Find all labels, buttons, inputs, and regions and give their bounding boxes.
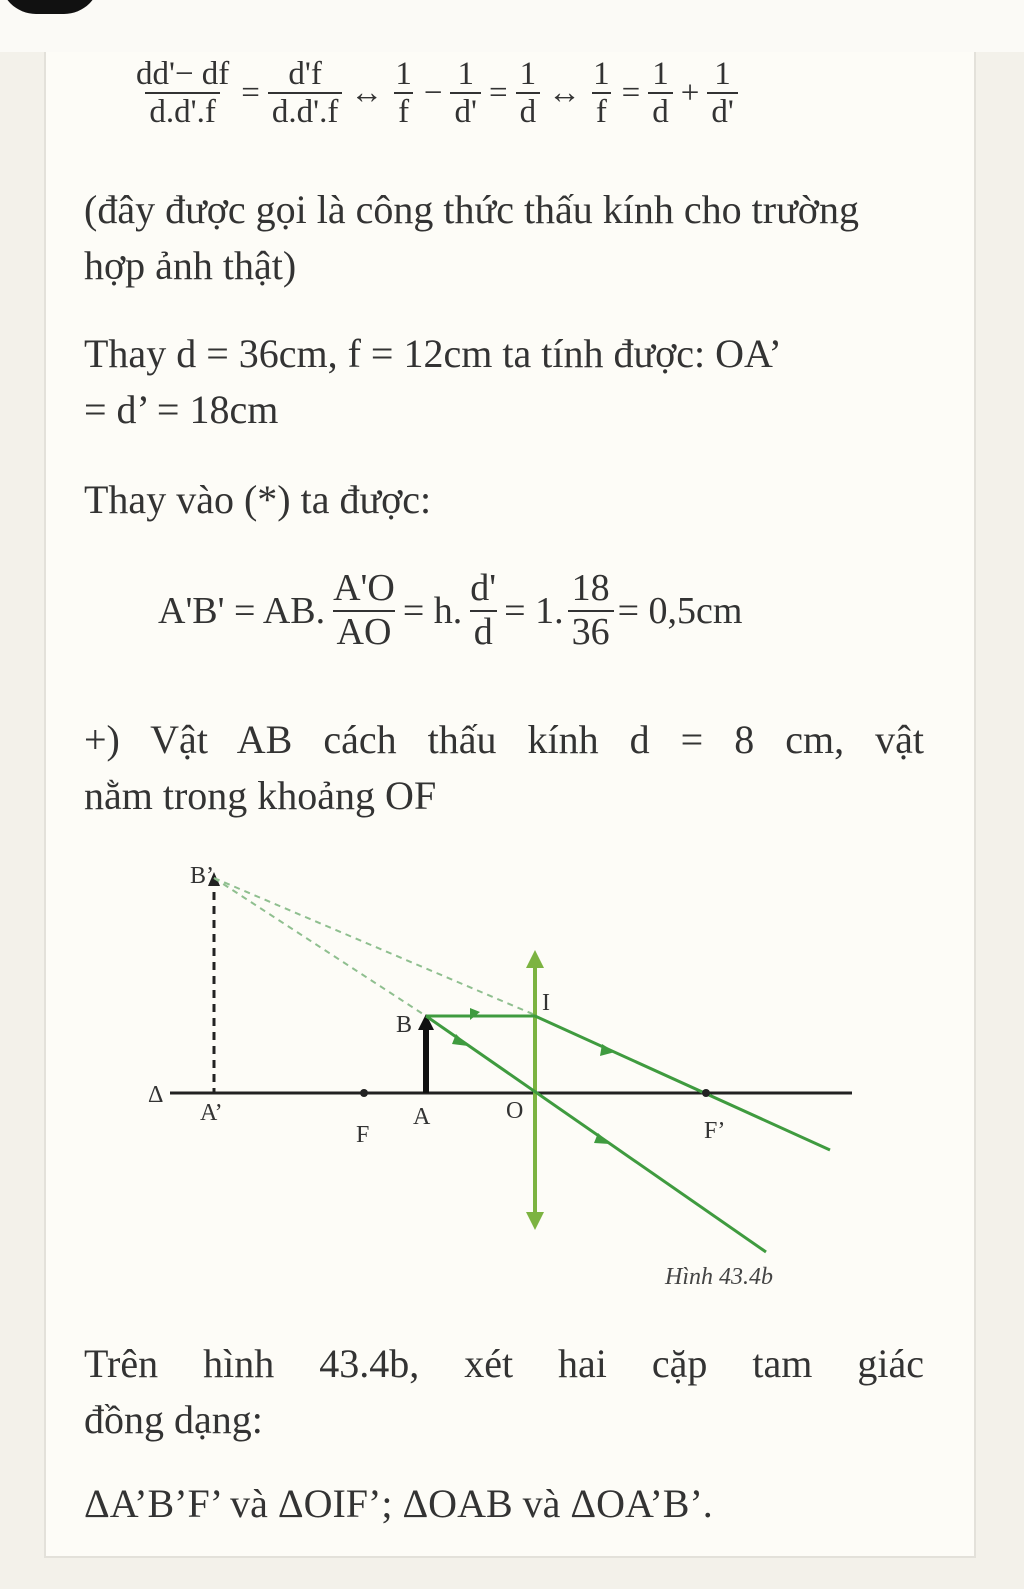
top-bar	[0, 0, 1024, 52]
lens-formula-note: (đây được gọi là công thức thấu kính cho trường hợp ảnh thật)	[84, 187, 859, 288]
substitution-line-2: = d’ = 18cm	[84, 387, 279, 432]
equivalence-arrow: ↔	[548, 74, 582, 111]
equation-term: = 1.	[504, 589, 564, 632]
label-f: F	[356, 1122, 370, 1148]
denominator: d'	[707, 92, 737, 130]
fraction	[516, 56, 541, 131]
label-i: I	[542, 990, 550, 1016]
focal-point-f	[360, 1089, 368, 1097]
numerator: d'	[470, 567, 497, 609]
denominator: d'	[450, 92, 480, 130]
denominator: d.d'.f	[145, 92, 219, 130]
fraction	[391, 56, 416, 131]
substitution-line-1: Thay d = 36cm, f = 12cm ta tính được: OA’	[84, 331, 782, 376]
ray-diagram-figure	[130, 850, 870, 1260]
label-o: O	[506, 1098, 524, 1124]
equation-lhs: A'B' = AB.	[158, 589, 326, 632]
label-a: A	[413, 1104, 431, 1130]
numerator: 1	[652, 56, 669, 92]
numerator: 1	[457, 56, 474, 92]
camera-notch	[0, 0, 100, 14]
lens-top-arrow	[526, 950, 544, 968]
denominator: 36	[568, 610, 614, 654]
denominator: d.d'.f	[268, 92, 342, 130]
numerator: 1	[714, 56, 731, 92]
equivalence-arrow: ↔	[350, 74, 384, 111]
label-f-prime: F’	[704, 1118, 726, 1144]
numerator: 1	[519, 56, 537, 92]
lens-formula-derivation	[128, 56, 742, 131]
extension-ray-2	[214, 878, 426, 1016]
figure-caption: Hình 43.4b	[665, 1264, 773, 1290]
equals-sign: =	[621, 74, 641, 111]
image-height-calculation	[158, 568, 742, 654]
equation-term: = h.	[402, 589, 463, 632]
denominator: d	[470, 610, 497, 654]
fraction	[450, 56, 480, 131]
denominator: AO	[333, 610, 396, 654]
denominator: f	[592, 92, 611, 130]
fraction	[268, 56, 342, 131]
fraction	[466, 568, 500, 654]
minus-sign: −	[423, 74, 443, 111]
denominator: f	[394, 92, 413, 130]
fraction	[329, 568, 399, 654]
substitute-intro: Thay vào (*) ta được:	[84, 477, 432, 522]
triangles-line-1: Trên hình 43.4b, xét hai cặp tam giác	[84, 1341, 924, 1386]
fraction	[589, 56, 614, 131]
fraction	[707, 56, 737, 131]
triangles-line-2: đồng dạng:	[84, 1397, 263, 1442]
similar-triangles: ΔA’B’F’ và ΔOIF’; ΔOAB và ΔOA’B’.	[84, 1481, 713, 1526]
case-line-2: nằm trong khoảng OF	[84, 773, 437, 818]
label-b: B	[396, 1012, 413, 1038]
equals-sign: =	[241, 74, 260, 111]
case-line-1: +) Vật AB cách thấu kính d = 8 cm, vật	[84, 717, 924, 762]
plus-sign: +	[680, 74, 700, 111]
fraction	[648, 56, 673, 131]
fraction	[132, 56, 233, 131]
numerator: 1	[593, 56, 610, 92]
label-b-image: B’	[190, 863, 214, 889]
focal-point-f-prime	[702, 1089, 710, 1097]
denominator: d	[648, 92, 673, 130]
equals-sign: =	[488, 74, 508, 111]
label-a-image: A’	[200, 1100, 223, 1126]
numerator: d'f	[288, 56, 322, 92]
ray-arrow	[470, 1008, 480, 1020]
numerator: 1	[395, 56, 412, 92]
fraction	[568, 568, 614, 654]
denominator: d	[516, 92, 541, 130]
parallel-ray	[426, 1016, 830, 1150]
lens-bottom-arrow	[526, 1212, 544, 1230]
numerator: 18	[571, 567, 610, 609]
extension-ray-1	[214, 878, 535, 1015]
label-delta: Δ	[148, 1082, 164, 1108]
equation-result: = 0,5cm	[617, 589, 743, 632]
numerator: dd'− df	[136, 56, 230, 92]
numerator: A'O	[333, 567, 395, 609]
